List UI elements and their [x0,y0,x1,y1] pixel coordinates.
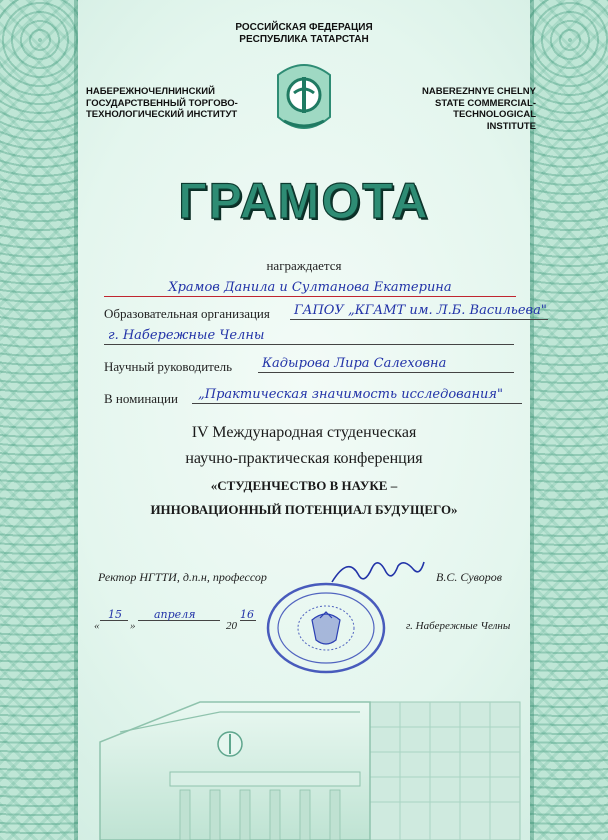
organization-line-2 [104,326,514,345]
recipients-line [104,278,516,297]
date-day: 15 [108,608,122,621]
certificate-title: ГРАМОТА [178,173,430,229]
institute-ru-line: ГОСУДАРСТВЕННЫЙ ТОРГОВО- [86,97,238,109]
institute-en-line: STATE COMMERCIAL- [435,97,536,109]
date-close-quote: » [130,620,136,632]
date-open-quote: « [94,620,100,632]
institute-en-line: NABEREZHNYE CHELNY [421,86,536,97]
country-name: РОССИЙСКАЯ ФЕДЕРАЦИЯ [235,22,373,33]
institute-en-line: TECHNOLOGICAL INSTITUTE [453,109,536,132]
nomination-line [192,385,522,404]
date-year-prefix: 20 [226,620,237,632]
institute-ru-line: ТЕХНОЛОГИЧЕСКИЙ ИНСТИТУТ [86,109,238,120]
awarded-label: награждается [266,258,342,273]
date-year-suffix: 16 [240,608,254,621]
date-row [94,608,534,636]
left-ornament-border [0,0,78,840]
conference-line-2: научно-практическая конференция [185,450,423,467]
organization-line-1 [290,301,548,320]
supervisor-label: Научный руководитель [104,359,233,374]
supervisor-line [258,354,514,373]
rector-name: В.С. Суворов [436,570,502,584]
institute-name-en [406,86,536,132]
institute-building-illustration [80,672,528,840]
institute-logo-icon [270,55,338,141]
institute-name-ru [86,86,276,121]
conference-title-line-2: ИННОВАЦИОННЫЙ ПОТЕНЦИАЛ БУДУЩЕГО» [150,502,458,517]
right-ornament-border [530,0,608,840]
rector-label: Ректор НГТТИ, д.п.н, профессор [98,570,267,584]
country-header [0,22,608,46]
conference-line-1: IV Международная студенческая [191,424,417,441]
nomination-label: В номинации [104,391,178,406]
republic-name: РЕСПУБЛИКА ТАТАРСТАН [239,34,369,45]
institute-ru-line: НАБЕРЕЖНОЧЕЛНИНСКИЙ [86,86,215,97]
nomination-value: „Практическая значимость исследования" [198,387,504,402]
organization-value-2: г. Набережные Челны [108,328,265,343]
recipients-value: Храмов Данила и Султанова Екатерина [168,280,452,295]
date-city: г. Набережные Челны [406,620,511,632]
organization-value-1: ГАПОУ „КГАМТ им. Л.Б. Васильева" [294,303,547,318]
date-month: апреля [154,608,196,621]
conference-title-line-1: «СТУДЕНЧЕСТВО В НАУКЕ – [210,478,398,493]
organization-label: Образовательная организация [104,306,270,321]
supervisor-value: Кадырова Лира Салеховна [262,356,447,371]
